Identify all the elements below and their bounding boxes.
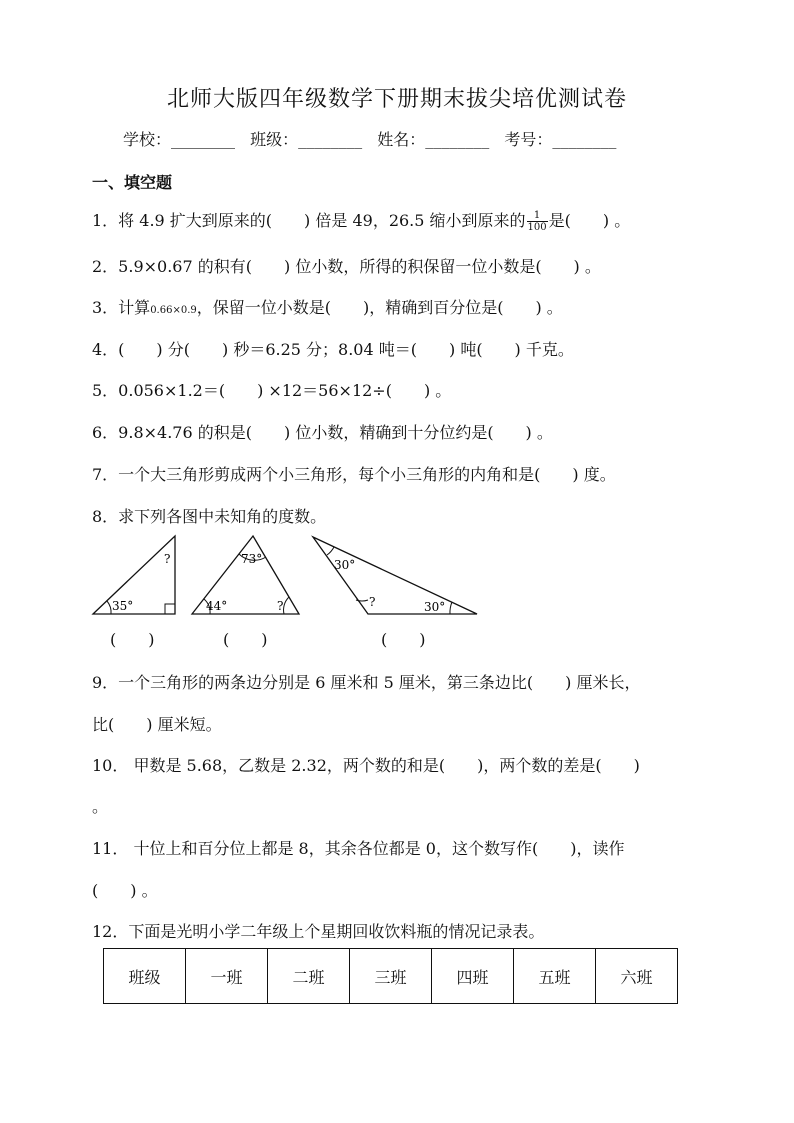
class-field[interactable]: 班级：________ xyxy=(250,130,363,149)
student-info-line xyxy=(123,127,626,150)
angle-arc xyxy=(450,602,452,614)
triangle-2-top-label: 73° xyxy=(241,552,263,566)
question-3-text-a: 3．计算 xyxy=(92,298,151,317)
table-cell: 三班 xyxy=(350,949,432,1004)
fraction xyxy=(527,210,548,233)
page-title: 北师大版四年级数学下册期末拔尖培优测试卷 xyxy=(166,87,627,112)
table-cell: 一班 xyxy=(186,949,268,1004)
triangle-1-angle-label: 35° xyxy=(112,599,134,613)
number-field[interactable]: 考号：________ xyxy=(504,130,617,149)
record-table xyxy=(103,948,678,1004)
school-field[interactable]: 学校：________ xyxy=(123,130,236,149)
table-cell: 班级 xyxy=(104,949,186,1004)
right-angle-mark xyxy=(165,604,175,614)
question-6: 6．9.8×4.76 的积是( ) 位小数，精确到十分位约是( ) 。 xyxy=(92,423,553,442)
triangle-2-unknown-label: ? xyxy=(277,599,284,613)
table-row xyxy=(104,949,678,1004)
triangle-3-top-label: 30° xyxy=(334,558,356,572)
question-3-expression: 0.66×0.9 xyxy=(150,305,197,316)
triangle-1 xyxy=(93,536,175,614)
question-1 xyxy=(92,208,630,233)
question-12: 12．下面是光明小学二年级上个星期回收饮料瓶的情况记录表。 xyxy=(92,922,545,941)
fraction-denominator: 100 xyxy=(527,222,547,233)
answer-blank-2[interactable]: ( ) xyxy=(223,630,268,649)
question-8: 8．求下列各图中未知角的度数。 xyxy=(92,507,327,526)
name-field[interactable]: 姓名：________ xyxy=(377,130,490,149)
angle-arc xyxy=(327,547,334,555)
angle-arc xyxy=(356,600,368,601)
question-3-text-b: ，保留一位小数是( )，精确到百分位是( ) 。 xyxy=(196,298,563,317)
question-10-line-1: 10． 甲数是 5.68，乙数是 2.32，两个数的和是( )，两个数的差是( ) xyxy=(92,756,640,775)
fraction-numerator: 1 xyxy=(527,210,548,222)
question-5: 5．0.056×1.2＝( ) ×12＝56×12÷( ) 。 xyxy=(92,381,452,400)
question-11-line-2: ( ) 。 xyxy=(92,881,158,900)
answer-blank-3[interactable]: ( ) xyxy=(381,630,426,649)
question-1-text-b: 是( ) 。 xyxy=(548,211,631,230)
table-cell: 二班 xyxy=(268,949,350,1004)
triangle-2-left-label: 44° xyxy=(206,599,228,613)
triangle-figures xyxy=(88,530,488,625)
angle-arc xyxy=(107,601,111,614)
question-4: 4．( ) 分( ) 秒＝6.25 分；8.04 吨＝( ) 吨( ) 千克。 xyxy=(92,340,574,359)
triangle-3-unknown-label: ? xyxy=(369,595,376,609)
table-cell: 五班 xyxy=(514,949,596,1004)
question-1-text-a: 1．将 4.9 扩大到原来的( ) 倍是 49，26.5 缩小到原来的 xyxy=(92,211,526,230)
triangle-1-unknown-label: ? xyxy=(164,552,171,566)
table-cell: 四班 xyxy=(432,949,514,1004)
triangle-3 xyxy=(313,537,477,614)
question-9-line-1: 9．一个三角形的两条边分别是 6 厘米和 5 厘米，第三条边比( ) 厘米长， xyxy=(92,673,641,692)
question-2: 2．5.9×0.67 的积有( ) 位小数，所得的积保留一位小数是( ) 。 xyxy=(92,257,601,276)
question-10-line-2: 。 xyxy=(92,797,109,816)
angle-arc xyxy=(284,597,289,614)
question-11-line-1: 11． 十位上和百分位上都是 8，其余各位都是 0，这个数写作( )，读作 xyxy=(92,839,625,858)
triangle-3-right-label: 30° xyxy=(424,600,446,614)
question-3 xyxy=(92,295,563,318)
answer-blank-1[interactable]: ( ) xyxy=(110,630,155,649)
question-7: 7．一个大三角形剪成两个小三角形，每个小三角形的内角和是( ) 度。 xyxy=(92,465,616,484)
table-cell: 六班 xyxy=(596,949,678,1004)
section-heading-fill-in: 一、填空题 xyxy=(92,173,173,192)
question-9-line-2: 比( ) 厘米短。 xyxy=(92,715,222,734)
